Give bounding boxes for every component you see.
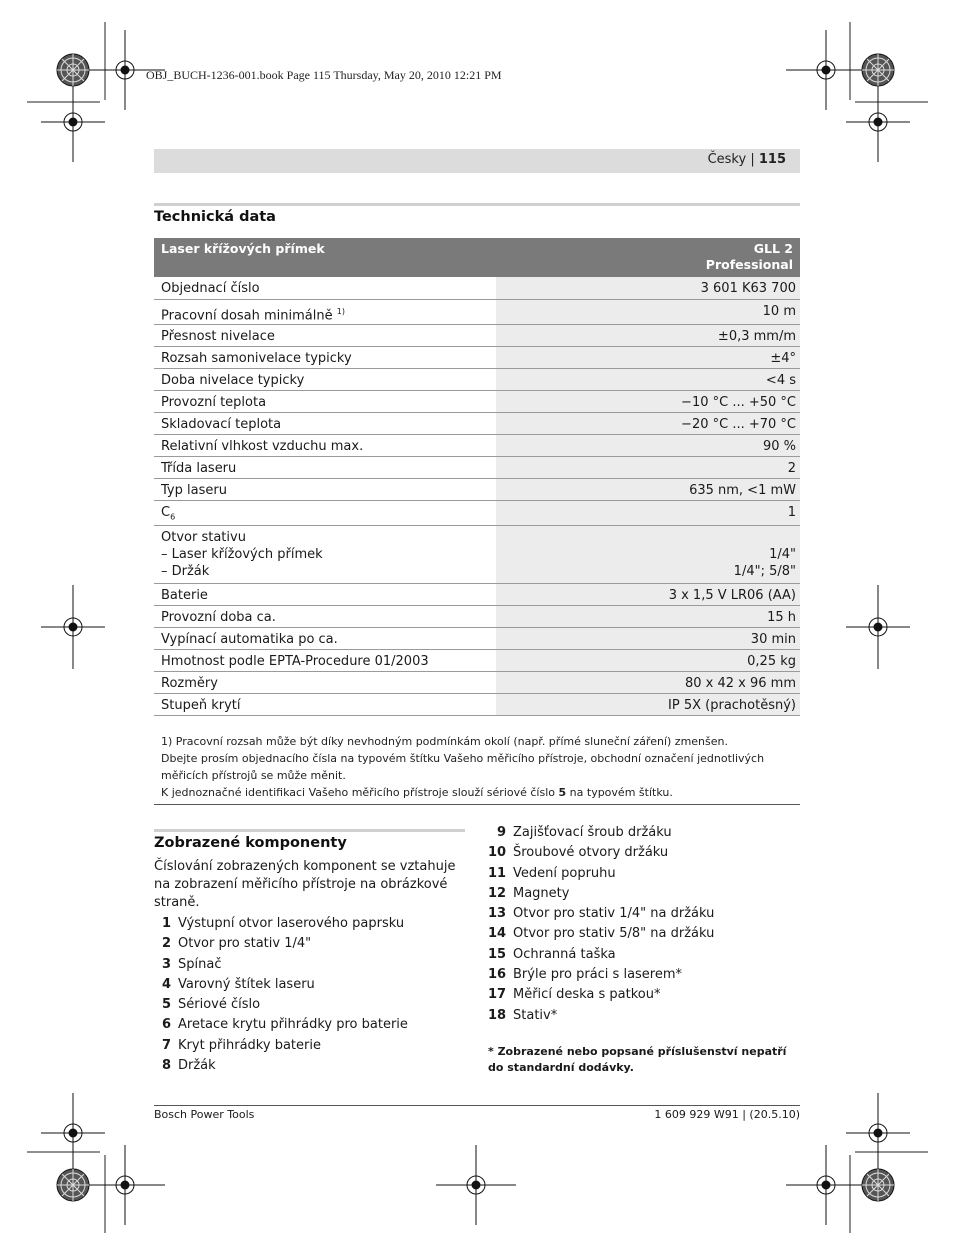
table-row [154,694,800,716]
component-number: 15 [488,946,507,962]
footer-rule [154,1105,800,1106]
table-row [154,628,800,650]
row-label: Třída laseru [154,456,496,478]
table-row [154,277,800,299]
tripod-val2: 1/4"; 5/8" [733,564,796,580]
list-item [154,914,408,934]
list-item [488,843,714,863]
row-value: 80 x 42 x 96 mm [496,672,800,694]
list-item [488,945,714,965]
row-value: 2 [496,456,800,478]
component-label: Sériové číslo [178,997,261,1013]
row-label: Přesnost nivelace [154,324,496,346]
model-name: GLL 2 [753,241,793,256]
component-number: 8 [161,1058,171,1074]
table-row [154,478,800,500]
row-value: 10 m [496,299,800,324]
component-number: 4 [161,976,171,992]
row-value: 3 601 K63 700 [496,277,800,299]
row-value: 15 h [496,606,800,628]
row-label: Doba nivelace typicky [154,368,496,390]
component-number: 11 [488,865,507,881]
components-list-left [154,914,408,1076]
component-number: 17 [488,987,507,1003]
component-label: Stativ* [513,1007,558,1023]
component-label: Otvor pro stativ 1/4" na držáku [513,906,715,922]
page-header-bar [154,149,800,173]
row-label: Baterie [154,584,496,606]
row-value: ±0,3 mm/m [496,324,800,346]
table-row [154,456,800,478]
component-number: 9 [496,825,506,840]
footer-brand: Bosch Power Tools [154,1108,255,1121]
table-row [154,606,800,628]
list-item [488,924,714,944]
row-value: −10 °C ... +50 °C [496,390,800,412]
row-value: 30 min [496,628,800,650]
page-number: 115 [758,152,786,167]
row-label: Provozní teplota [154,390,496,412]
row-label [154,526,496,584]
component-number: 1 [161,916,171,931]
row-value: 1 [496,500,800,526]
row-value: −20 °C ... +70 °C [496,412,800,434]
row-value: 0,25 kg [496,650,800,672]
table-row [154,526,800,584]
row-value: 90 % [496,434,800,456]
table-row [154,672,800,694]
list-item [154,1015,408,1035]
row-label: $C_6$ [154,500,496,526]
component-label: Měřicí deska s patkou* [513,987,661,1003]
table-header-row [154,238,800,277]
component-number: 14 [488,926,507,942]
component-label: Kryt přihrádky baterie [178,1037,321,1053]
list-item [154,934,408,954]
component-label: Magnety [513,885,570,901]
note-serial: K jednoznačné identifikaci Vašeho měřicího přístroje slouží sériové číslo 5 na typovém štítku. [154,784,800,805]
tech-data-title: Technická data [154,209,276,225]
row-value [496,526,800,584]
component-number: 18 [488,1007,507,1023]
table-row [154,584,800,606]
note-order-number: Dbejte prosím objednacího čísla na typovém štítku Vašeho měřicího přístroje, obchodní označení jednotlivých měřicích přístrojů se může měnit. [161,752,765,782]
table-notes [154,733,800,805]
components-intro: Číslování zobrazených komponent se vztahuje na zobrazení měřicího přístroje na obrázkové straně. [154,859,456,910]
list-item [488,985,714,1005]
list-item [488,884,714,904]
component-label: Držák [178,1058,216,1074]
header-separator: | [750,152,755,167]
component-label: Ochranná taška [513,946,616,962]
component-number: 2 [161,936,171,952]
component-number: 3 [161,956,171,972]
component-label: Otvor pro stativ 5/8" na držáku [513,926,715,942]
table-row [154,500,800,526]
list-item [154,995,408,1015]
component-label: Aretace krytu přihrádky pro baterie [178,1017,408,1033]
print-info: OBJ_BUCH-1236-001.book Page 115 Thursday, May 20, 2010 12:21 PM [146,68,502,82]
row-label: Pracovní dosah minimálně $^{1)}$ [154,299,496,324]
table-row [154,368,800,390]
row-label: Hmotnost podle EPTA-Procedure 01/2003 [154,650,496,672]
list-item [154,1036,408,1056]
component-number: 16 [488,967,507,983]
list-item [488,965,714,985]
list-item [154,975,408,995]
component-number: 13 [488,906,507,922]
list-item [488,864,714,884]
table-row [154,299,800,324]
component-label: Šroubové otvory držáku [513,845,669,861]
component-label: Varovný štítek laseru [178,976,315,992]
page-header [708,152,786,167]
header-language: Česky [707,152,747,167]
component-number: 5 [161,997,171,1013]
footer-doc-number: 1 609 929 W91 | (20.5.10) [654,1108,800,1121]
row-label: Typ laseru [154,478,496,500]
component-label: Otvor pro stativ 1/4" [178,936,312,952]
component-number: 7 [161,1037,171,1053]
row-label: Relativní vlhkost vzduchu max. [154,434,496,456]
row-value: IP 5X (prachotěsný) [496,694,800,716]
component-label: Zajišťovací šroub držáku [513,825,672,840]
row-label: Vypínací automatika po ca. [154,628,496,650]
row-value: ±4° [496,346,800,368]
component-number: 10 [488,845,507,861]
table-row [154,412,800,434]
component-label: Výstupní otvor laserového paprsku [178,916,405,931]
tripod-label: Otvor stativu [161,530,246,546]
row-value: <4 s [496,368,800,390]
table-row [154,324,800,346]
section-rule [154,203,800,206]
components-title: Zobrazené komponenty [154,835,347,851]
list-item [154,1056,408,1076]
tech-data-table [154,238,800,716]
list-item [488,1006,714,1026]
tripod-sub2: – Držák [161,564,210,580]
row-label: Provozní doba ca. [154,606,496,628]
note-range: 1) Pracovní rozsah může být díky nevhodným podmínkám okolí (např. přímé sluneční záření) zmenšen. [161,735,728,748]
row-value: 635 nm, <1 mW [496,478,800,500]
tripod-sub1: – Laser křížových přímek [161,547,323,563]
list-item [488,904,714,924]
row-label: Stupeň krytí [154,694,496,716]
table-header-model [496,238,800,277]
table-header-product: Laser křížových přímek [154,238,496,277]
components-rule [154,829,465,832]
component-label: Spínač [178,956,222,972]
list-item [154,955,408,975]
component-number: 6 [161,1017,171,1033]
component-number: 12 [488,885,507,901]
table-row [154,390,800,412]
row-label: Skladovací teplota [154,412,496,434]
accessories-footnote: * Zobrazené nebo popsané příslušenství nepatří do standardní dodávky. [488,1045,787,1074]
component-label: Brýle pro práci s laserem* [513,967,683,983]
row-label: Rozměry [154,672,496,694]
row-label: Objednací číslo [154,277,496,299]
table-row [154,346,800,368]
component-label: Vedení popruhu [513,865,616,881]
row-label: Rozsah samonivelace typicky [154,346,496,368]
table-row [154,434,800,456]
list-item [488,823,714,843]
tripod-val1: 1/4" [769,547,796,563]
row-value: 3 x 1,5 V LR06 (AA) [496,584,800,606]
table-row [154,650,800,672]
components-list-right [488,823,714,1026]
model-line: Professional [705,257,793,272]
